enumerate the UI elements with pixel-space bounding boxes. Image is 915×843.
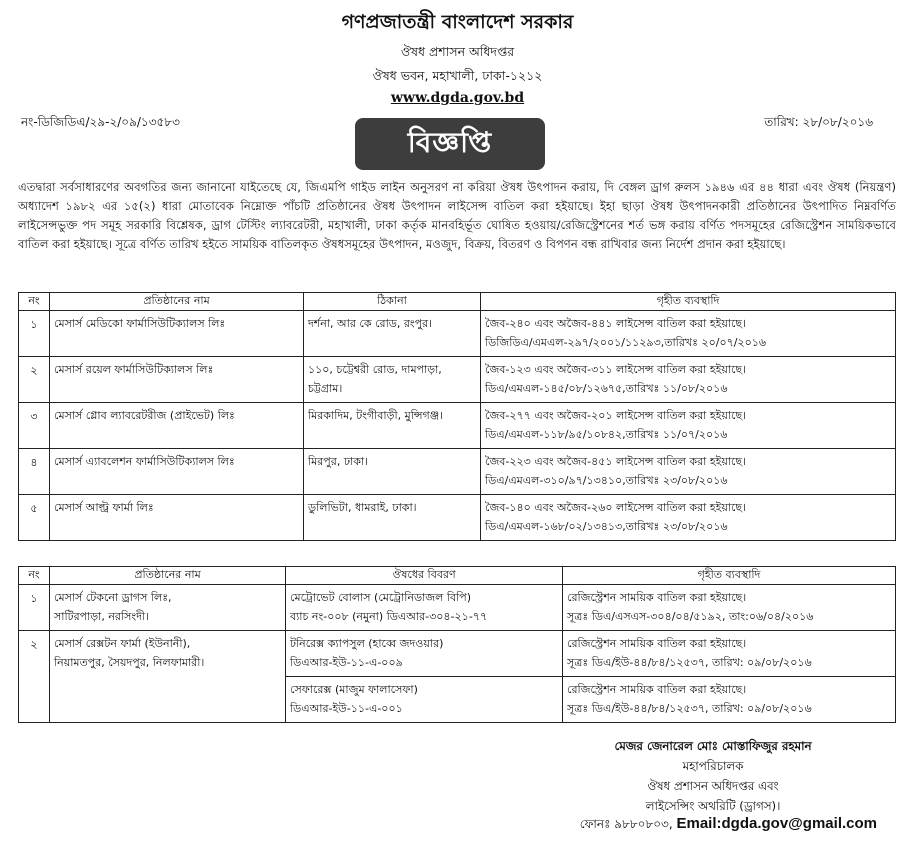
medicine-registration: ডিএআর-ইউ-১১-এ-০০৯ (290, 656, 403, 669)
signatory-office: ঔষধ প্রশাসন অধিদপ্তর এবং (647, 779, 779, 793)
contact-line (580, 815, 877, 836)
company-address: সাটিরপাড়া, নরসিংদী। (54, 610, 149, 623)
header-no: নং (19, 567, 50, 585)
department-name: ঔষধ প্রশাসন অধিদপ্তর (400, 44, 515, 59)
row-no: ১ (19, 311, 50, 357)
signatory-title: মহাপরিচালক (682, 759, 744, 773)
action-line: রেজিস্ট্রেশন সাময়িক বাতিল করা হইয়াছে। (567, 637, 747, 650)
table-row (19, 311, 896, 357)
company-address: নিয়ামতপুর, সৈয়দপুর, নিলফামারী। (54, 656, 205, 669)
company-cell (50, 631, 286, 723)
medicine-batch: ব্যাচ নং-০০৮ (নমুনা) ডিএআর-৩০৪-২১-৭৭ (290, 610, 488, 623)
table-row (19, 585, 896, 631)
action-cell (481, 495, 896, 541)
company-address: ডুলিভিটা, ধামরাই, ঢাকা। (304, 495, 481, 541)
action-cell (563, 631, 896, 677)
notice-banner: বিজ্ঞপ্তি (355, 118, 545, 170)
row-no: ৪ (19, 449, 50, 495)
company-name: মেসার্স গ্লোব ল্যাবরেটরীজ (প্রাইভেট) লিঃ (50, 403, 304, 449)
company-name: মেসার্স টেকনো ড্রাগস লিঃ, (54, 591, 172, 604)
action-reference: ডিএ/এমএল-৩১০/৯৭/১৩৪১০,তারিখঃ ২৩/০৮/২০১৬ (485, 474, 728, 487)
company-cell (50, 585, 286, 631)
header-action: গৃহীত ব্যবস্থাদি (563, 567, 896, 585)
medicine-cell (286, 585, 563, 631)
action-reference: ডিজিডিএ/এমএল-২৯৭/২০০১/১১২৯৩,তারিখঃ ২০/০৭/২০১৬ (485, 336, 767, 349)
action-line: জৈব-১২৩ এবং অজৈব-৩১১ লাইসেন্স বাতিল করা হইয়াছে। (485, 363, 747, 376)
table-row (19, 403, 896, 449)
government-title: গণপ্রজাতন্ত্রী বাংলাদেশ সরকার (341, 11, 574, 33)
medicine-cell (286, 631, 563, 677)
medicine-name: টনিরেক্স ক্যাপসুল (হাব্বে জদওয়ার) (290, 637, 444, 650)
action-cell (563, 585, 896, 631)
row-no: ১ (19, 585, 50, 631)
action-line: জৈব-২২৩ এবং অজৈব-৪৫১ লাইসেন্স বাতিল করা হইয়াছে। (485, 455, 747, 468)
company-name: মেসার্স রয়েল ফার্মাসিউটিক্যালস লিঃ (50, 357, 304, 403)
company-address: ১১০, চট্টেশ্বরী রোড, দামপাড়া, চট্টগ্রাম। (304, 357, 481, 403)
company-name: মেসার্স এ্যাবলেশন ফার্মাসিউটিক্যালস লিঃ (50, 449, 304, 495)
action-reference: সূত্রঃ ডিএ/এসএস-৩০৪/০৪/৫১৯২, তাং:০৬/০৪/২০১৬ (567, 610, 814, 623)
intro-paragraph: এতদ্বারা সর্বসাধারণের অবগতির জন্য জানানো যাইতেছে যে, জিএমপি গাইড লাইন অনুসরণ না করিয়া ঔষধ উৎপাদন করায়, দি বেঙ্গল ড্রাগ রুলস ১৯৪৬ এর ৪৪ ধারা এবং ঔষধ (নিয়ন্ত্রণ) অধ্যাদেশ ১৯৮২ এর ১৫(২) ধারা মোতাবেক নিম্নোক্ত পাঁচটি প্রতিষ্ঠানের ঔষধ উৎপাদন লাইসেন্স বাতিল করা হইয়াছে। ইহা ছাড়া ঔষধ উৎপাদনকারী প্রতিষ্ঠানের উৎপাদিত নিম্নবর্ণিত লাইসেন্সভুক্ত পদ সমূহ সরকারি বিশ্লেষক, ড্রাগ টেস্টিং ল্যাবরেটরী, মহাখালী, ঢাকা কর্তৃক মানবহির্ভূত ঘোষিত হওয়ায়/রেজিস্ট্রেশনের শর্ত ভঙ্গ করায় বর্ণিত পদসমূহের রেজিস্ট্রেশন সাময়িকভাবে বাতিল করা হইয়াছে। সূত্রে বর্ণিত তারিখ হইতে সাময়িক বাতিলকৃত ঔষধসমূহের উৎপাদন, মওজুদ, বিক্রয়, বিতরণ ও বিপণন বন্ধ রাখিবার জন্য নির্দেশ প্রদান করা হইয়াছে। (18, 180, 896, 251)
company-address: মিরপুর, ঢাকা। (304, 449, 481, 495)
signatory-name: মেজর জেনারেল মোঃ মোস্তাফিজুর রহমান (614, 739, 812, 753)
action-cell (481, 311, 896, 357)
action-reference: ডিএ/এমএল-১১৮/৯৫/১০৮৪২,তারিখঃ ১১/০৭/২০১৬ (485, 428, 728, 441)
action-cell (481, 449, 896, 495)
action-reference: ডিএ/এমএল-১৬৮/০২/১৩৪১৩,তারিখঃ ২৩/০৮/২০১৬ (485, 520, 728, 533)
table-header-row (19, 567, 896, 585)
medicine-name: সেফারেক্স (মাজুম ফালাসেফা) (290, 683, 418, 696)
company-name: মেসার্স রেক্সটন ফার্মা (ইউনানী), (54, 637, 191, 650)
medicine-cell (286, 677, 563, 723)
row-no: ৩ (19, 403, 50, 449)
registration-suspension-table (18, 566, 896, 723)
signature-block (538, 736, 888, 816)
memo-date: তারিখ: ২৮/০৮/২০১৬ (764, 115, 873, 129)
header-no: নং (19, 293, 50, 311)
table-row (19, 631, 896, 677)
signatory-authority: লাইসেন্সিং অথরিটি (ড্রাগস)। (645, 799, 781, 813)
action-cell (563, 677, 896, 723)
table-row (19, 449, 896, 495)
action-cell (481, 403, 896, 449)
action-line: জৈব-২৪০ এবং অজৈব-৪৪১ লাইসেন্স বাতিল করা হইয়াছে। (485, 317, 747, 330)
website-link[interactable]: www.dgda.gov.bd (390, 90, 525, 106)
company-address: দর্শনা, আর কে রোড, রংপুর। (304, 311, 481, 357)
website-line (0, 90, 915, 106)
contact-email[interactable]: Email:dgda.gov@gmail.com (676, 815, 877, 832)
action-line: রেজিস্ট্রেশন সাময়িক বাতিল করা হইয়াছে। (567, 591, 747, 604)
table-row (19, 357, 896, 403)
medicine-registration: ডিএআর-ইউ-১১-এ-০০১ (290, 702, 403, 715)
action-reference: সূত্রঃ ডিএ/ইউ-৪৪/৮৪/১২৫৩৭, তারিখ: ০৯/০৮/২০১৬ (567, 702, 812, 715)
company-name: মেসার্স মেডিকো ফার্মাসিউটিক্যালস লিঃ (50, 311, 304, 357)
company-address: মিরকাদিম, টংগীবাড়ী, মুন্সিগঞ্জ। (304, 403, 481, 449)
row-no: ২ (19, 631, 50, 723)
action-cell (481, 357, 896, 403)
header-action: গৃহীত ব্যবস্থাদি (481, 293, 896, 311)
header-name: প্রতিষ্ঠানের নাম (50, 567, 286, 585)
contact-phone: ফোনঃ ৯৮৮০৮০৩, (579, 817, 673, 831)
action-line: রেজিস্ট্রেশন সাময়িক বাতিল করা হইয়াছে। (567, 683, 747, 696)
department-address: ঔষধ ভবন, মহাখালী, ঢাকা-১২১২ (372, 68, 543, 83)
table-row (19, 495, 896, 541)
action-line: জৈব-১৪০ এবং অজৈব-২৬০ লাইসেন্স বাতিল করা হইয়াছে। (485, 501, 747, 514)
action-reference: ডিএ/এমএল-১৪৫/০৮/১২৬৭৫,তারিখঃ ১১/০৮/২০১৬ (485, 382, 728, 395)
row-no: ২ (19, 357, 50, 403)
header-name: প্রতিষ্ঠানের নাম (50, 293, 304, 311)
license-cancellation-table (18, 292, 896, 541)
row-no: ৫ (19, 495, 50, 541)
company-name: মেসার্স আল্ট্র ফার্মা লিঃ (50, 495, 304, 541)
memo-number: নং-ডিজিডিএ/২৯-২/০৯/১৩৫৮৩ (21, 115, 180, 129)
action-reference: সূত্রঃ ডিএ/ইউ-৪৪/৮৪/১২৫৩৭, তারিখ: ০৯/০৮/২০১৬ (567, 656, 812, 669)
header-address: ঠিকানা (304, 293, 481, 311)
action-line: জৈব-২৭৭ এবং অজৈব-২০১ লাইসেন্স বাতিল করা হইয়াছে। (485, 409, 747, 422)
medicine-name: মেট্রোভেট বোলাস (মেট্রোনিডাজল বিপি) (290, 591, 472, 604)
header-medicine: ঔষধের বিবরণ (286, 567, 563, 585)
table-header-row (19, 293, 896, 311)
